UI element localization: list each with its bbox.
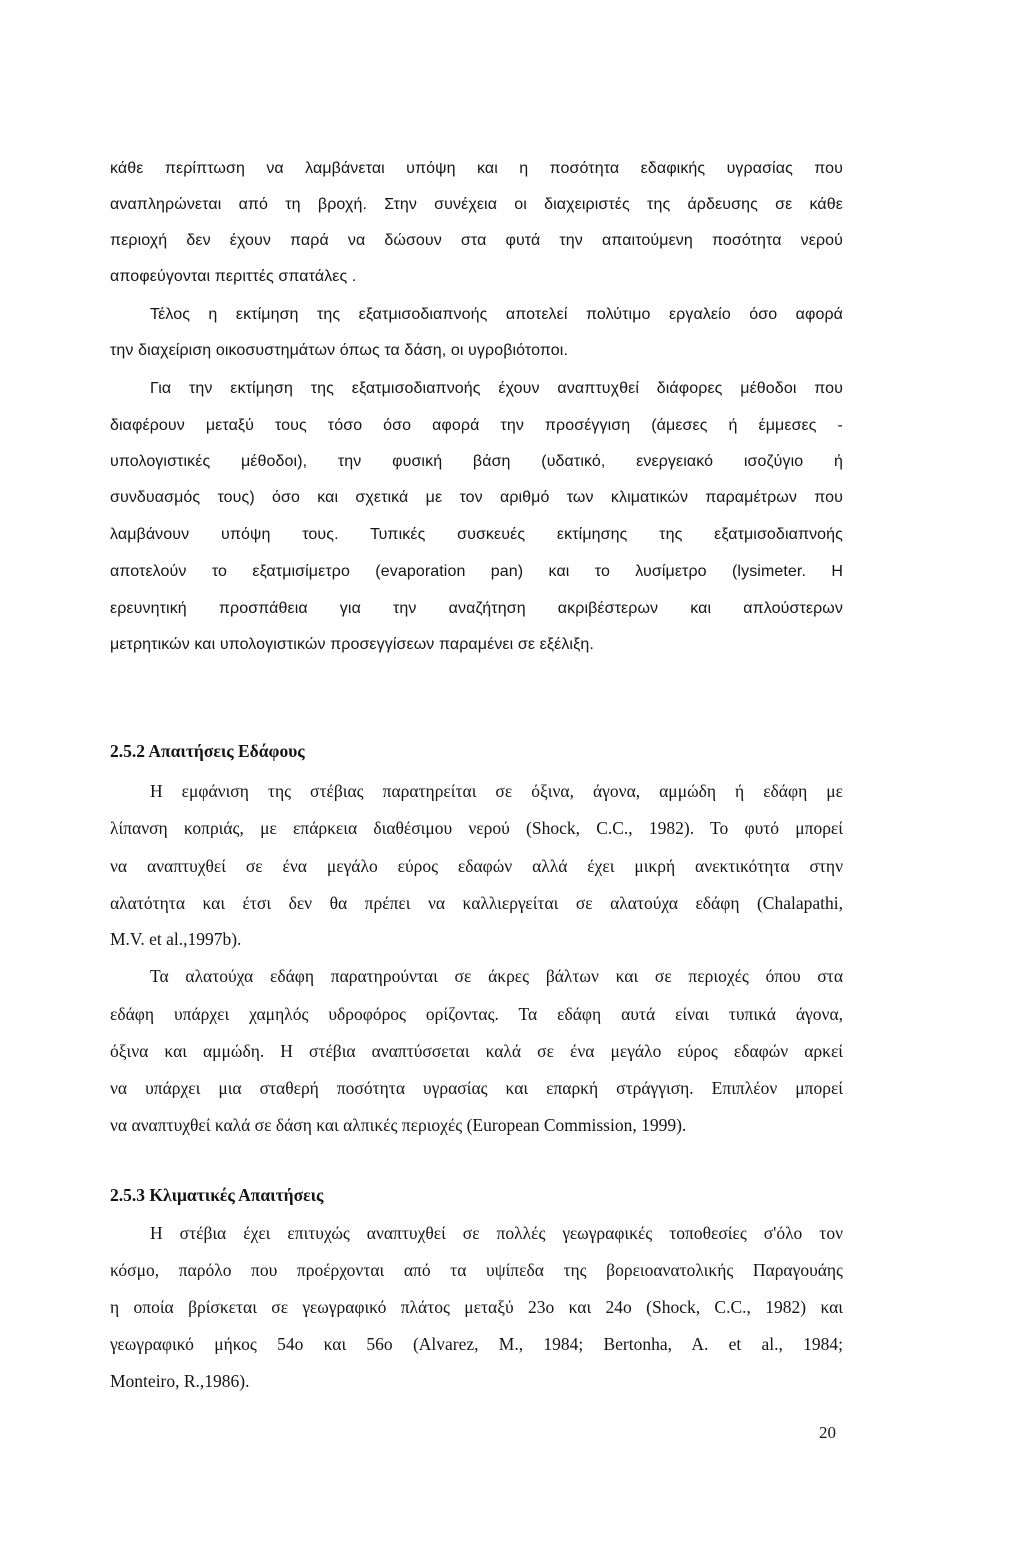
paragraph-3-line-1: Για την εκτίμηση της εξατμισοδιαπνοής έχουν αναπτυχθεί διάφορες μέθοδοι που <box>150 380 843 397</box>
paragraph-3-line-8: μετρητικών και υπολογιστικών προσεγγίσεων παραμένει σε εξέλιξη. <box>110 636 594 653</box>
paragraph-1-line-3: περιοχή δεν έχουν παρά να δώσουν στα φυτά την απαιτούμενη ποσότητα νερού <box>110 232 843 249</box>
page-number: 20 <box>819 1423 836 1442</box>
paragraph-5-line-5: να αναπτυχθεί καλά σε δάση και αλπικές περιοχές (European Commission, 1999). <box>110 1115 687 1135</box>
paragraph-5-line-1: Τα αλατούχα εδάφη παρατηρούνται σε άκρες βάλτων και σε περιοχές όπου στα <box>150 966 843 986</box>
paragraph-4-line-2: λίπανση κοπριάς, με επάρκεια διαθέσιμου νερού (Shock, C.C., 1982). Το φυτό μπορεί <box>110 818 843 838</box>
paragraph-3-line-4: συνδυασμός τους) όσο και σχετικά με τον αριθμό των κλιματικών παραμέτρων που <box>110 489 843 506</box>
paragraph-4-line-5: M.V. et al.,1997b). <box>110 929 242 949</box>
paragraph-3-line-6: αποτελούν το εξατμισίμετρο (evaporation pan) και το λυσίμετρο (lysimeter. Η <box>110 563 843 580</box>
paragraph-5-line-2: εδάφη υπάρχει χαμηλός υδροφόρος ορίζοντας. Τα εδάφη αυτά είναι τυπικά άγονα, <box>110 1004 843 1024</box>
paragraph-4-line-3: να αναπτυχθεί σε ένα μεγάλο εύρος εδαφών αλλά έχει μικρή ανεκτικότητα στην <box>110 856 843 876</box>
section-heading-climate-requirements: 2.5.3 Κλιματικές Απαιτήσεις <box>110 1185 324 1205</box>
paragraph-5-line-4: να υπάρχει μια σταθερή ποσότητα υγρασίας και επαρκή στράγγιση. Επιπλέον μπορεί <box>110 1078 843 1098</box>
paragraph-6-line-4: γεωγραφικό μήκος 54ο και 56ο (Alvarez, M., 1984; Bertonha, A. et al., 1984; <box>110 1334 843 1354</box>
section-heading-soil-requirements: 2.5.2 Απαιτήσεις Εδάφους <box>110 741 305 761</box>
paragraph-6-line-2: κόσμο, παρόλο που προέρχονται από τα υψίπεδα της βορειοανατολικής Παραγουάης <box>110 1260 843 1280</box>
paragraph-6-line-1: Η στέβια έχει επιτυχώς αναπτυχθεί σε πολλές γεωγραφικές τοποθεσίες σ'όλο τον <box>150 1223 843 1243</box>
paragraph-3-line-3: υπολογιστικές μέθοδοι), την φυσική βάση (υδατικό, ενεργειακό ισοζύγιο ή <box>110 453 843 470</box>
paragraph-3-line-5: λαμβάνουν υπόψη τους. Τυπικές συσκευές εκτίμησης της εξατμισοδιαπνοής <box>110 526 843 543</box>
paragraph-6-line-3: η οποία βρίσκεται σε γεωγραφικό πλάτος μεταξύ 23ο και 24ο (Shock, C.C., 1982) και <box>110 1297 843 1317</box>
paragraph-6-line-5: Monteiro, R.,1986). <box>110 1371 250 1391</box>
paragraph-1-line-2: αναπληρώνεται από τη βροχή. Στην συνέχεια οι διαχειριστές της άρδευσης σε κάθε <box>110 196 843 213</box>
paragraph-1-line-1: κάθε περίπτωση να λαμβάνεται υπόψη και η ποσότητα εδαφικής υγρασίας που <box>110 160 843 177</box>
paragraph-2-line-1: Τέλος η εκτίμηση της εξατμισοδιαπνοής αποτελεί πολύτιμο εργαλείο όσο αφορά <box>150 306 843 323</box>
paragraph-3-line-2: διαφέρουν μεταξύ τους τόσο όσο αφορά την προσέγγιση (άμεσες ή έμμεσες - <box>110 417 843 434</box>
paragraph-4-line-1: Η εμφάνιση της στέβιας παρατηρείται σε όξινα, άγονα, αμμώδη ή εδάφη με <box>150 781 843 801</box>
paragraph-2-line-2: την διαχείριση οικοσυστημάτων όπως τα δάση, οι υγροβιότοποι. <box>110 342 569 359</box>
paragraph-3-line-7: ερευνητική προσπάθεια για την αναζήτηση ακριβέστερων και απλούστερων <box>110 600 843 617</box>
paragraph-4-line-4: αλατότητα και έτσι δεν θα πρέπει να καλλιεργείται σε αλατούχα εδάφη (Chalapathi, <box>110 893 843 913</box>
paragraph-5-line-3: όξινα και αμμώδη. Η στέβια αναπτύσσεται καλά σε ένα μεγάλο εύρος εδαφών αρκεί <box>110 1041 843 1061</box>
paragraph-1-line-4: αποφεύγονται περιττές σπατάλες . <box>110 268 357 285</box>
